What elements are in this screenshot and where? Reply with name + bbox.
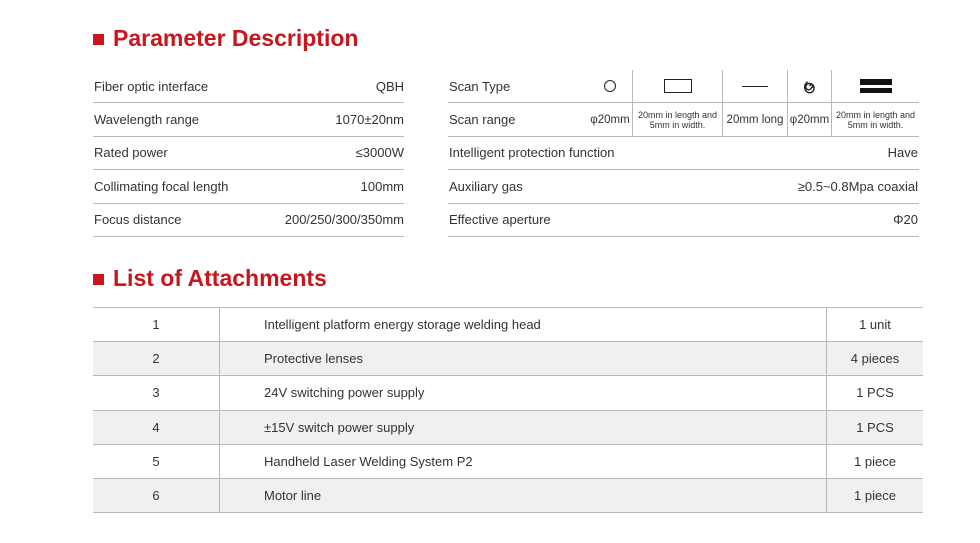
table-row: [93, 376, 923, 410]
parameter-title-text: Parameter Description: [113, 25, 359, 51]
scan-range-value: 20mm long: [723, 103, 788, 135]
parameter-table-right: [448, 70, 919, 237]
line-icon: [742, 86, 768, 87]
item-name: 24V switching power supply: [220, 376, 827, 410]
item-number: 1: [93, 308, 220, 342]
scan-range-value: 20mm in length and 5mm in width.: [835, 109, 916, 130]
item-quantity: 1 PCS: [827, 376, 924, 410]
scan-range-label: Scan range: [449, 112, 516, 128]
param-label: Effective aperture: [449, 212, 551, 228]
param-row: [93, 170, 404, 203]
param-row: [448, 204, 919, 237]
attachments-table: [93, 307, 923, 513]
param-row: [448, 170, 919, 203]
item-name: Intelligent platform energy storage welding head: [220, 308, 827, 342]
param-value: ≤3000W: [355, 145, 404, 161]
table-row: [93, 308, 923, 342]
item-name: ±15V switch power supply: [220, 410, 827, 444]
table-row: [93, 478, 923, 512]
item-name: Motor line: [220, 478, 827, 512]
param-row: [93, 103, 404, 136]
item-number: 2: [93, 342, 220, 376]
param-value: Have: [887, 145, 918, 161]
scan-type-row: [448, 70, 919, 103]
scan-cell: [723, 70, 788, 102]
item-quantity: 1 piece: [827, 478, 924, 512]
filled-band-icon: [860, 79, 892, 93]
param-row: [448, 137, 919, 170]
circle-icon: [604, 80, 616, 92]
parameter-table-left: [93, 70, 404, 237]
spiral-icon: [801, 77, 819, 95]
item-quantity: 1 piece: [827, 444, 924, 478]
param-value: QBH: [375, 78, 404, 94]
scan-cell: [588, 70, 633, 102]
item-number: 5: [93, 444, 220, 478]
parameter-section-title: [93, 24, 358, 52]
param-value: 200/250/300/350mm: [284, 212, 404, 228]
param-value: ≥0.5~0.8Mpa coaxial: [797, 178, 918, 194]
rectangle-icon: [664, 79, 692, 93]
item-name: Handheld Laser Welding System P2: [220, 444, 827, 478]
scan-range-value: 20mm in length and 5mm in width.: [633, 103, 723, 135]
param-label: Intelligent protection function: [449, 145, 615, 161]
param-value: 100mm: [360, 178, 404, 194]
param-label: Focus distance: [94, 212, 182, 228]
scan-cell: [832, 70, 919, 102]
scan-type-cells: [588, 70, 919, 102]
item-number: 6: [93, 478, 220, 512]
item-number: 4: [93, 410, 220, 444]
table-row: [93, 444, 923, 478]
scan-range-value: φ20mm: [788, 103, 832, 135]
scan-cell: [633, 70, 723, 102]
table-row: [93, 342, 923, 376]
param-label: Wavelength range: [94, 112, 200, 128]
param-row: [93, 70, 404, 103]
param-label: Auxiliary gas: [449, 178, 523, 194]
item-quantity: 1 unit: [827, 308, 924, 342]
scan-cell: [788, 70, 832, 102]
scan-range-row: [448, 103, 919, 136]
param-row: [93, 137, 404, 170]
scan-range-cells: [588, 103, 919, 135]
param-value: 1070±20nm: [335, 112, 404, 128]
table-row: [93, 410, 923, 444]
param-row: [93, 204, 404, 237]
attachments-section-title: [93, 264, 327, 292]
attachments-title-text: List of Attachments: [113, 265, 327, 291]
item-number: 3: [93, 376, 220, 410]
param-label: Rated power: [94, 145, 168, 161]
square-bullet-icon: [93, 274, 104, 285]
item-quantity: 1 PCS: [827, 410, 924, 444]
param-value: Φ20: [893, 212, 918, 228]
square-bullet-icon: [93, 34, 104, 45]
param-label: Fiber optic interface: [94, 78, 209, 94]
item-name: Protective lenses: [220, 342, 827, 376]
item-quantity: 4 pieces: [827, 342, 924, 376]
scan-range-value: φ20mm: [588, 103, 633, 135]
scan-type-label: Scan Type: [449, 78, 511, 94]
param-label: Collimating focal length: [94, 178, 229, 194]
